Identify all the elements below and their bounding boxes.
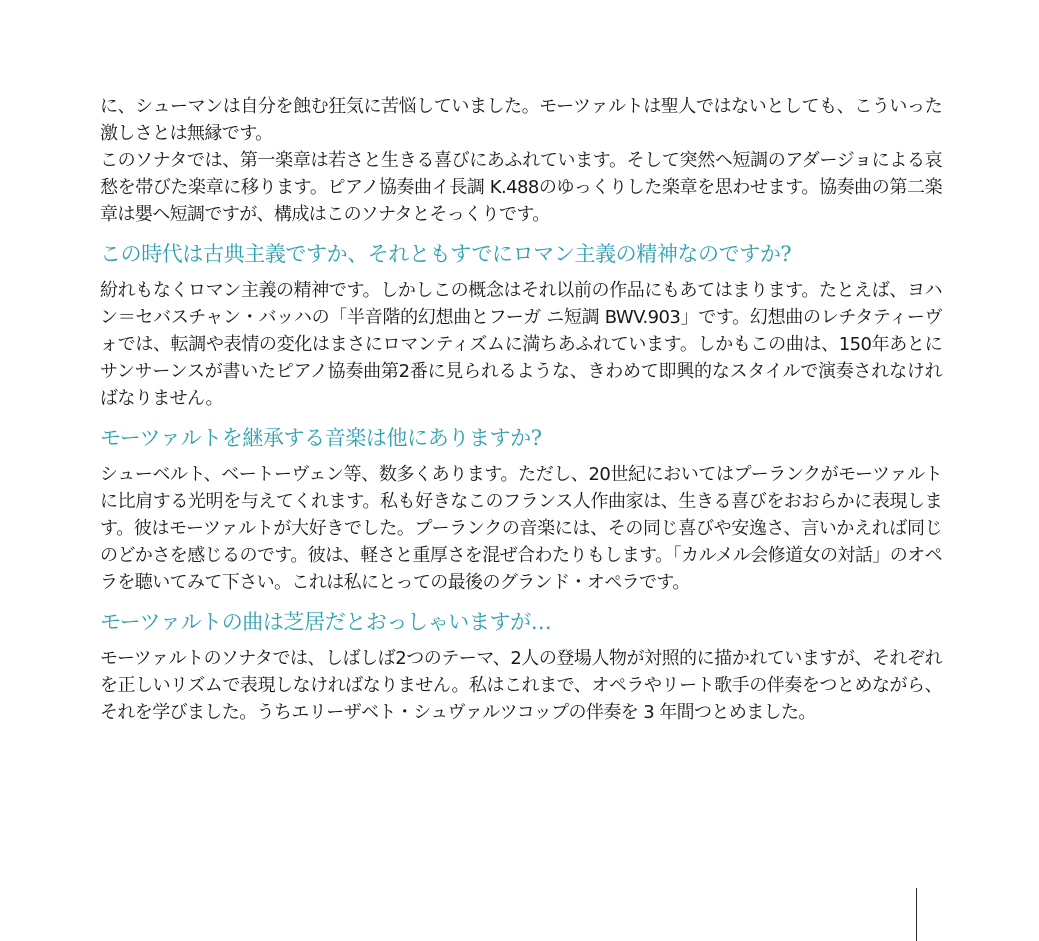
- paragraph-romanticism: 紛れもなくロマン主義の精神です。しかしこの概念はそれ以前の作品にもあてはまります。たとえば、ヨハン＝セバスチャン・バッハの「半音階的幻想曲とフーガ ニ短調 BWV.903」です。幻想曲のレチタティーヴォでは、転調や表情の変化はまさにロマンティズムに満ちあふれています。しかもこの曲は、150年あとにサンサーンスが書いたピアノ協奏曲第2番に見られるような、きわめて即興的なスタイルで演奏されなければなりません。: [100, 280, 942, 409]
- paragraph-schumann: に、シューマンは自分を蝕む狂気に苦悩していました。モーツァルトは聖人ではないとしても、こういった激しさとは無縁です。: [100, 96, 942, 144]
- heading-theater-question: モーツァルトの曲は芝居だとおっしゃいますが…: [100, 610, 552, 634]
- heading-classicism-question: この時代は古典主義ですか、それともすでにロマン主義の精神なのですか?: [100, 242, 792, 266]
- page-margin-rule: [916, 888, 917, 941]
- paragraph-sonata: このソナタでは、第一楽章は若さと生きる喜びにあふれています。そして突然ヘ短調のアダージョによる哀愁を帯びた楽章に移ります。ピアノ協奏曲イ長調 K.488のゆっくりした楽章を思わせます。協奏曲の第二楽章は嬰ヘ短調ですが、構成はこのソナタとそっくりです。: [100, 150, 942, 225]
- paragraph-sonata-themes: モーツァルトのソナタでは、しばしば2つのテーマ、2人の登場人物が対照的に描かれていますが、それぞれを正しいリズムで表現しなければなりません。私はこれまで、オペラやリート歌手の伴奏をつとめながら、それを学びました。うちエリーザベト・シュヴァルツコップの伴奏を 3 年間つとめました。: [100, 648, 942, 723]
- paragraph-poulenc: シューベルト、ベートーヴェン等、数多くあります。ただし、20世紀においてはプーランクがモーツァルトに比肩する光明を与えてくれます。私も好きなこのフランス人作曲家は、生きる喜びをおおらかに表現します。彼はモーツァルトが大好きでした。プーランクの音楽には、その同じ喜びや安逸さ、言いかえれば同じのどかさを感じるのです。彼は、軽さと重厚さを混ぜ合わたりもします。「カルメル会修道女の対話」のオペラを聴いてみて下さい。これは私にとっての最後のグランド・オペラです。: [100, 464, 942, 593]
- heading-successor-question: モーツァルトを継承する音楽は他にありますか?: [100, 426, 542, 450]
- document-body: [100, 93, 942, 726]
